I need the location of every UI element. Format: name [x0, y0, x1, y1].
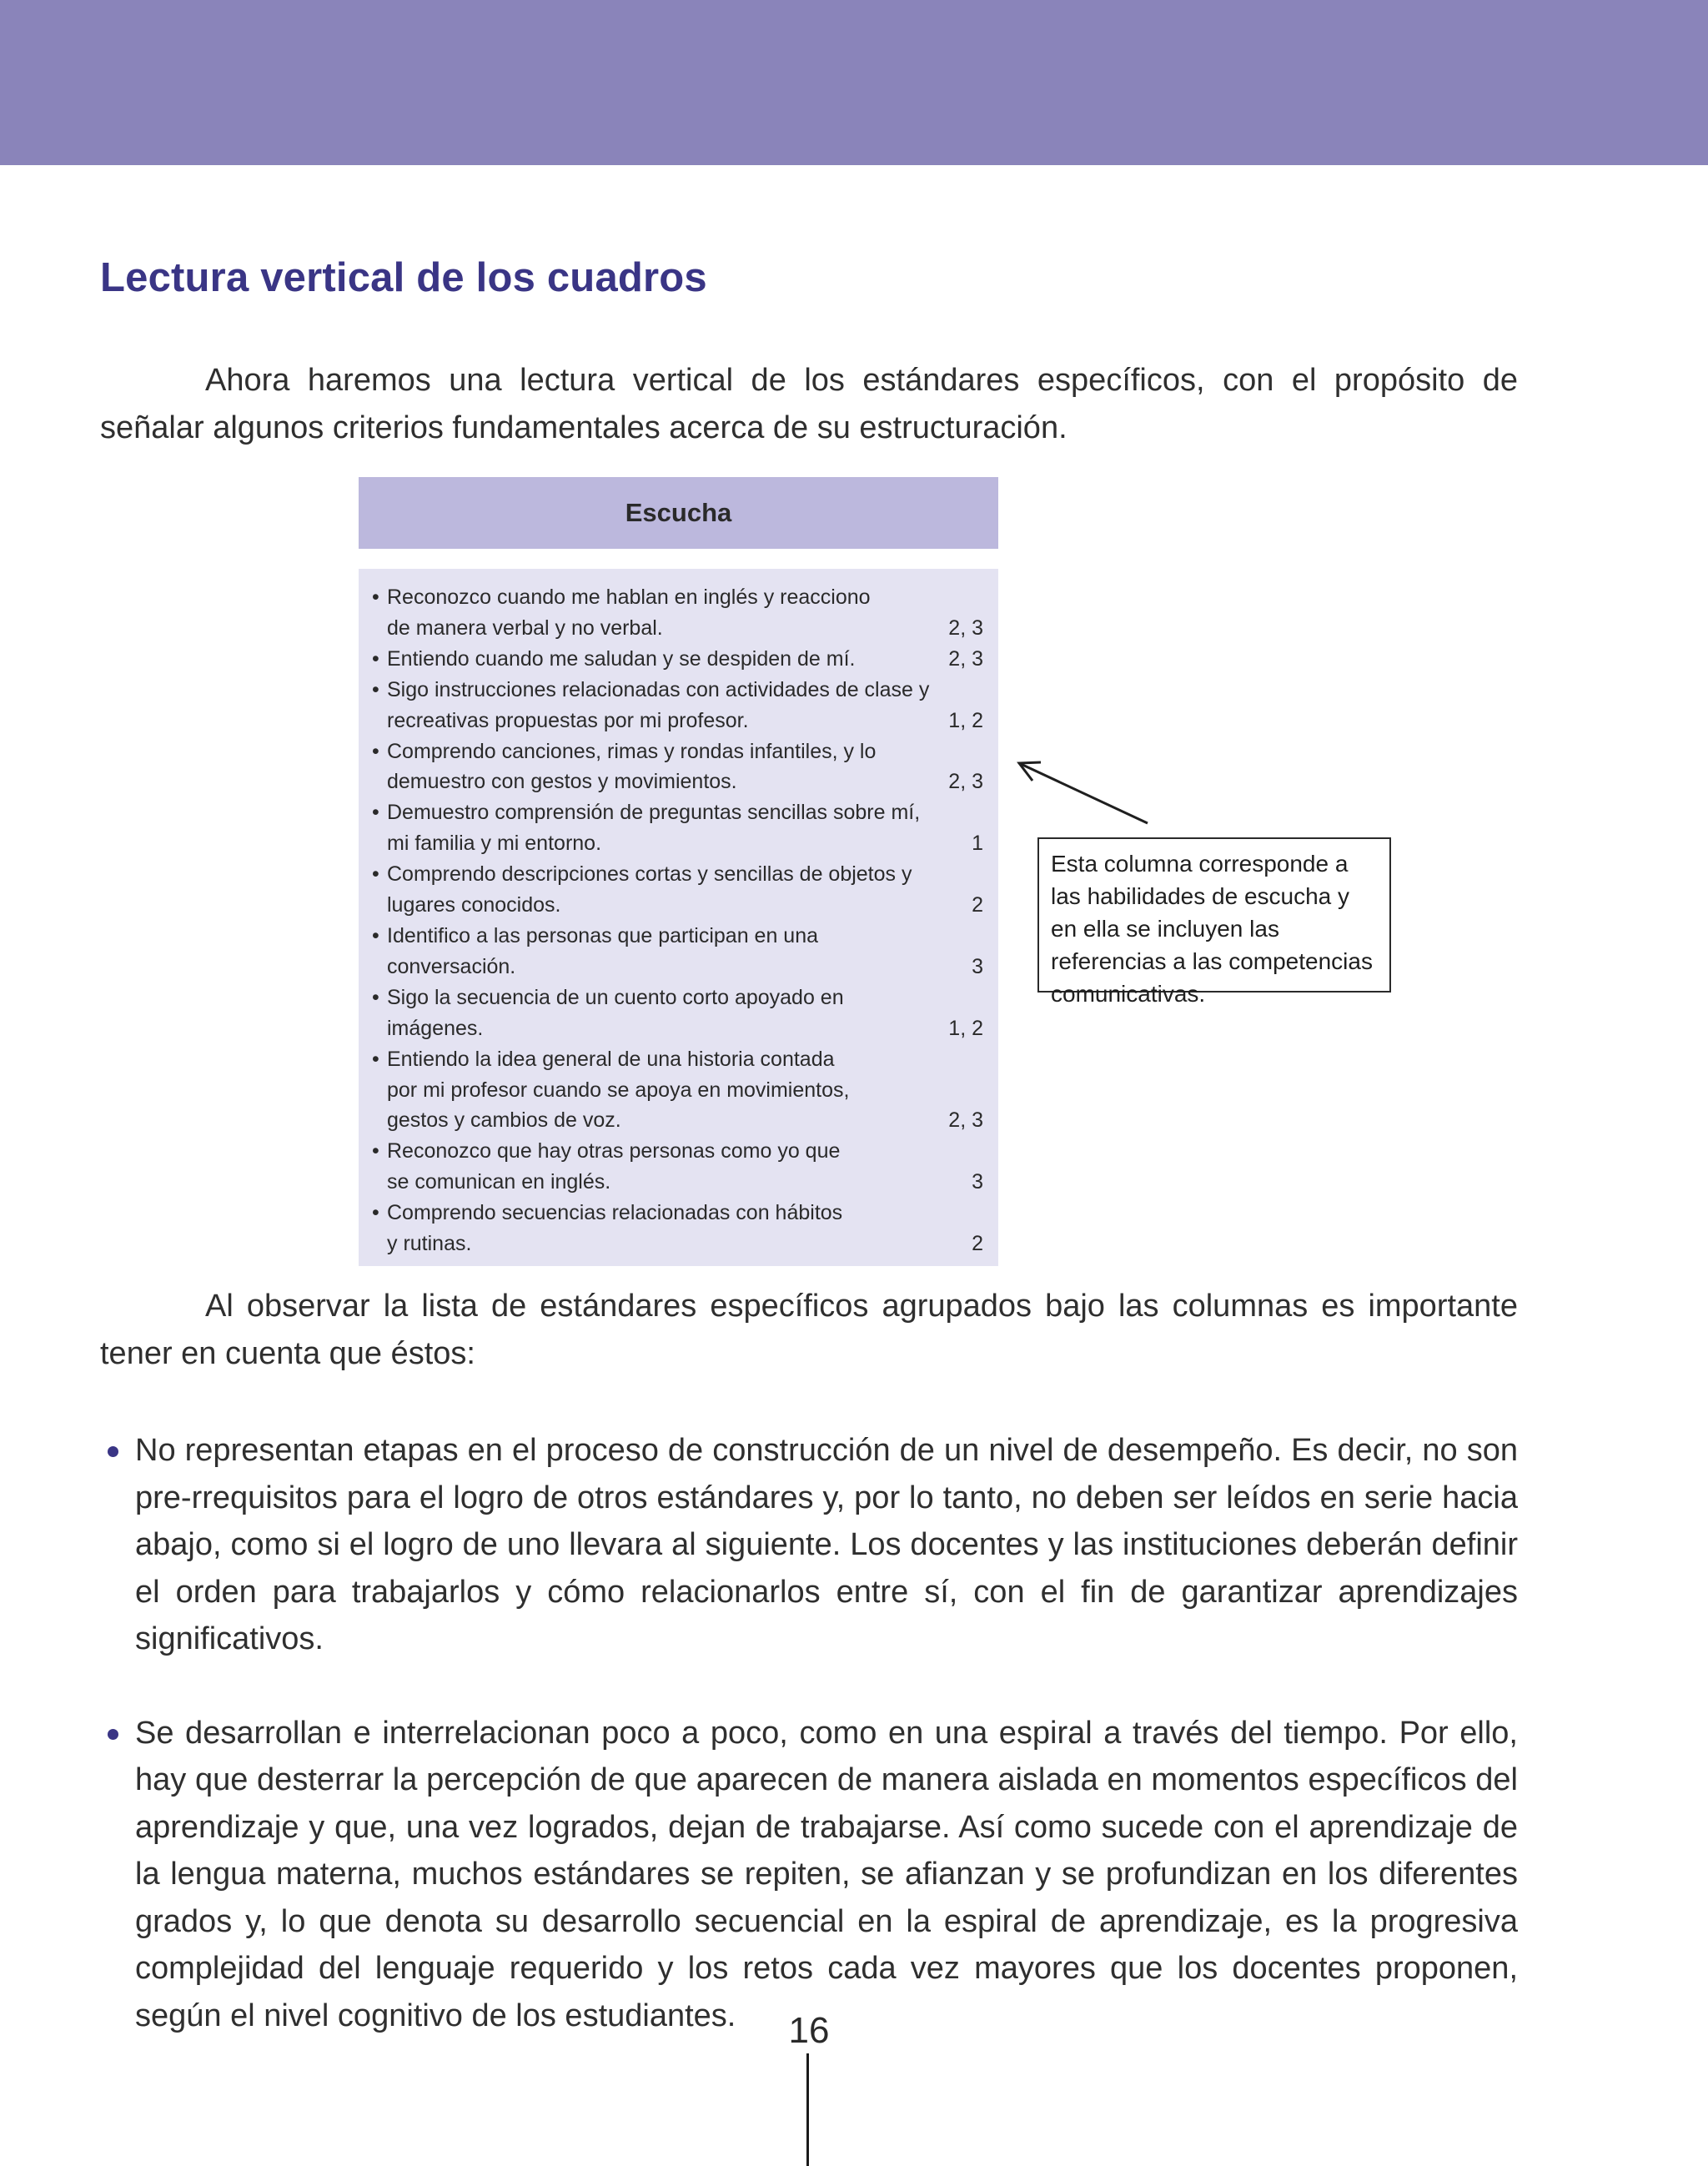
standard-line: se comunican en inglés.: [387, 1170, 611, 1194]
competence-ref: 2: [972, 893, 983, 917]
competence-ref: 1: [972, 832, 983, 856]
table-row: [372, 582, 983, 644]
bullet-icon: •: [372, 1047, 379, 1071]
standard-line: y rutinas.: [387, 1232, 472, 1256]
page-number: 16: [788, 2010, 830, 2051]
standard-text: [372, 736, 876, 798]
bullet-icon: •: [372, 739, 379, 763]
standard-line: Reconozco cuando me hablan en inglés y reacciono: [387, 585, 871, 609]
bullet-icon: •: [372, 985, 379, 1009]
criteria-item: [100, 1710, 1518, 2040]
bullet-dot-icon: [108, 1729, 118, 1740]
bullet-icon: •: [372, 801, 379, 825]
standard-line: Comprendo secuencias relacionadas con hábitos: [387, 1201, 843, 1225]
table-row: [372, 675, 983, 736]
criteria-list: [100, 1427, 1518, 2086]
criteria-item: [100, 1427, 1518, 1663]
table-row: [372, 1198, 983, 1259]
table-row: [372, 982, 983, 1044]
bullet-dot-icon: [108, 1446, 118, 1457]
standard-text: [372, 644, 856, 675]
competence-ref: 1, 2: [948, 1016, 983, 1040]
bullet-icon: •: [372, 1201, 379, 1225]
competence-ref: 2, 3: [948, 770, 983, 794]
criteria-text: Se desarrollan e interrelacionan poco a poco, como en una espiral a través del tiempo. Por ello, hay que desterrar la percepción de que aparecen de manera aislada en momentos específicos del aprendizaje y que, una vez logrados, dejan de trabajarse. Así como sucede con el aprendizaje de la lengua materna, muchos estándares se repiten, se afianzan y se profundizan en los diferentes grados y, lo que denota su desarrollo secuencial en la espiral de aprendizaje, es la progresiva complejidad del lenguaje requerido y los retos cada vez mayores que los docentes proponen, según el nivel cognitivo de los estudiantes.: [135, 1715, 1518, 2033]
page-rule: [806, 2053, 809, 2166]
standard-line: Comprendo canciones, rimas y rondas infantiles, y lo: [387, 739, 877, 763]
competence-ref: 2, 3: [948, 646, 983, 671]
standard-text: [372, 675, 929, 736]
table-row: [372, 797, 983, 859]
callout-arrow-icon: [1016, 757, 1162, 828]
bullet-icon: •: [372, 677, 379, 701]
standard-text: [372, 582, 871, 644]
standard-line: Reconozco que hay otras personas como yo que: [387, 1139, 841, 1163]
competence-ref: 2: [972, 1232, 983, 1256]
observe-text: Al observar la lista de estándares específicos agrupados bajo las columnas es importante tener en cuenta que éstos:: [100, 1289, 1518, 1371]
competence-ref: 3: [972, 1170, 983, 1194]
standard-text: [372, 982, 844, 1044]
standard-line: Identifico a las personas que participan en una: [387, 923, 819, 947]
table-body: [359, 569, 998, 1266]
table-row: [372, 921, 983, 982]
standard-line: Sigo instrucciones relacionadas con actividades de clase y: [387, 677, 930, 701]
standard-text: [372, 859, 912, 921]
competence-ref: 3: [972, 954, 983, 978]
standard-line: Comprendo descripciones cortas y sencillas de objetos y: [387, 862, 912, 887]
standards-table: [359, 477, 998, 1266]
standard-line: lugares conocidos.: [387, 893, 561, 917]
criteria-text: No representan etapas en el proceso de construcción de un nivel de desempeño. Es decir, no son pre-rrequisitos para el logro de otros estándares y, por lo tanto, no deben ser leídos en serie hacia abajo, como si el logro de uno llevara al siguiente. Los docentes y las instituciones deberán definir el orden para trabajarlos y cómo relacionarlos entre sí, con el fin de garantizar aprendizajes significativos.: [135, 1433, 1518, 1656]
standard-line: de manera verbal y no verbal.: [387, 616, 663, 640]
standard-line: gestos y cambios de voz.: [387, 1108, 621, 1133]
callout-note: Esta columna corresponde a las habilidades de escucha y en ella se incluyen las referencias a las competencias comunicativas.: [1037, 837, 1391, 993]
bullet-icon: •: [372, 585, 379, 609]
competence-ref: 1, 2: [948, 708, 983, 732]
standard-line: por mi profesor cuando se apoya en movimientos,: [387, 1078, 850, 1102]
bullet-icon: •: [372, 646, 379, 671]
competence-ref: 2, 3: [948, 1108, 983, 1133]
standard-line: Sigo la secuencia de un cuento corto apoyado en: [387, 985, 844, 1009]
standard-line: demuestro con gestos y movimientos.: [387, 770, 737, 794]
intro-text: Ahora haremos una lectura vertical de los estándares específicos, con el propósito de señalar algunos criterios fundamentales acerca de su estructuración.: [100, 363, 1518, 445]
top-color-band: [0, 0, 1708, 165]
table-row: [372, 1044, 983, 1137]
section-heading: Lectura vertical de los cuadros: [100, 255, 707, 300]
table-row: [372, 736, 983, 798]
intro-paragraph: [100, 357, 1518, 452]
standard-text: [372, 797, 920, 859]
table-row: [372, 1136, 983, 1198]
standard-line: imágenes.: [387, 1016, 484, 1040]
bullet-icon: •: [372, 923, 379, 947]
standard-text: [372, 921, 818, 982]
standard-line: Entiendo la idea general de una historia contada: [387, 1047, 835, 1071]
bullet-icon: •: [372, 862, 379, 887]
table-header: Escucha: [359, 477, 998, 549]
standard-line: mi familia y mi entorno.: [387, 832, 602, 856]
bullet-icon: •: [372, 1139, 379, 1163]
standard-text: [372, 1044, 849, 1137]
standard-text: [372, 1136, 840, 1198]
standard-line: conversación.: [387, 954, 516, 978]
table-row: [372, 859, 983, 921]
table-row: [372, 644, 983, 675]
observe-paragraph: [100, 1283, 1518, 1378]
standard-line: Entiendo cuando me saludan y se despiden de mí.: [387, 646, 856, 671]
competence-ref: 2, 3: [948, 616, 983, 640]
standard-text: [372, 1198, 842, 1259]
standard-line: recreativas propuestas por mi profesor.: [387, 708, 749, 732]
standard-line: Demuestro comprensión de preguntas sencillas sobre mí,: [387, 801, 921, 825]
